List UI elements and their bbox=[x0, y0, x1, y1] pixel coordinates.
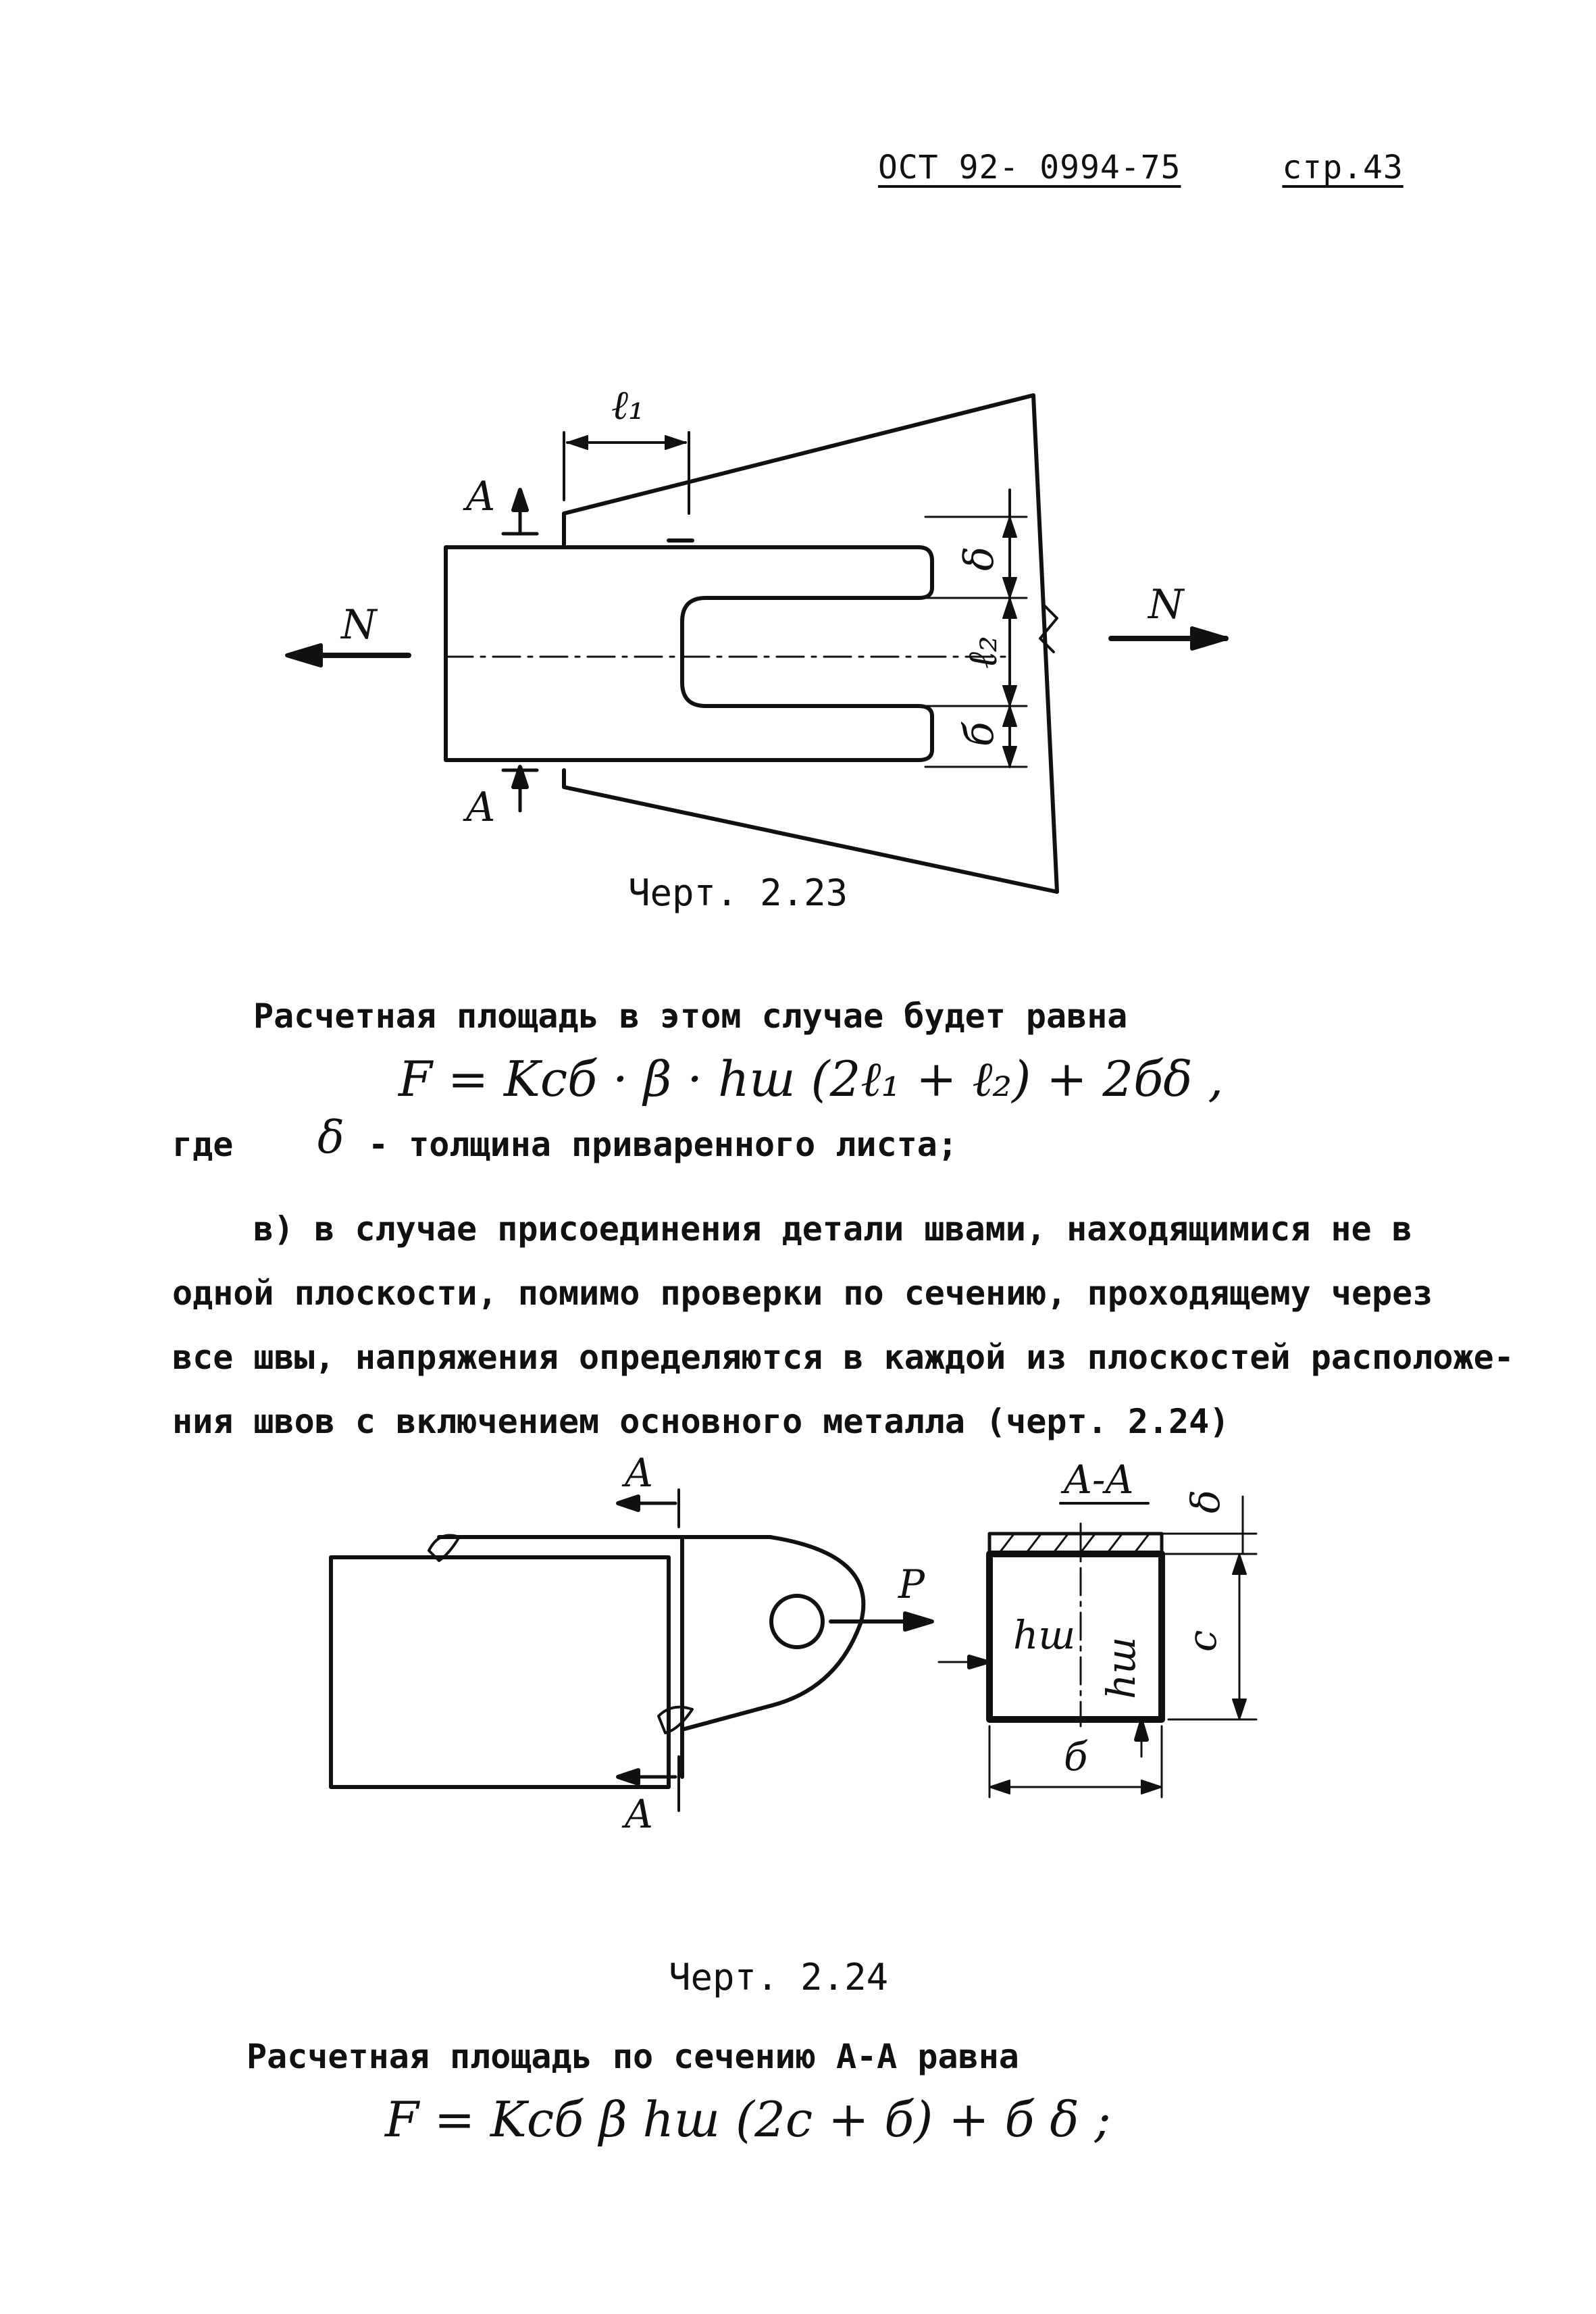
label-delta: δ bbox=[956, 546, 1003, 571]
figure-2-24-caption: Черт. 2.24 bbox=[669, 1956, 889, 1998]
label-a-top: A bbox=[466, 473, 496, 520]
label-l2: ℓ₂ bbox=[959, 635, 1006, 669]
label-l1: ℓ₁ bbox=[611, 382, 645, 429]
page-number: стр.43 bbox=[1282, 149, 1404, 186]
where-definition: - толщина приваренного листа; bbox=[368, 1125, 958, 1164]
where-symbol: δ bbox=[317, 1111, 344, 1163]
section-title: A-A bbox=[1064, 1457, 1134, 1503]
lug-outline bbox=[439, 1537, 682, 1777]
pin-hole bbox=[771, 1596, 823, 1647]
document-code: ОСТ 92- 0994-75 bbox=[878, 149, 1181, 186]
base-plate bbox=[331, 1557, 669, 1787]
label-delta-2: δ bbox=[1183, 1490, 1229, 1513]
label-n-right: N bbox=[1148, 581, 1184, 628]
figure-2-23-caption: Черт. 2.23 bbox=[628, 872, 848, 914]
label-c: c bbox=[1179, 1630, 1225, 1652]
label-a-bottom-2: A bbox=[625, 1791, 653, 1837]
paragraph-1: Расчетная площадь в этом случае будет равна bbox=[253, 997, 1128, 1036]
paragraph-2-line-3: все швы, напряжения определяются в каждой из плоскостей расположе- bbox=[172, 1338, 1514, 1377]
label-n-left: N bbox=[341, 601, 377, 649]
paragraph-2-line-2: одной плоскости, помимо проверки по сечению, проходящему через bbox=[172, 1274, 1433, 1313]
label-p: P bbox=[898, 1561, 925, 1607]
label-hw-vertical: hш bbox=[1098, 1636, 1144, 1699]
formula-1: F = Kсб · β · hш (2ℓ₁ + ℓ₂) + 2бδ , bbox=[398, 1051, 1224, 1107]
paragraph-2-line-1: в) в случае присоединения детали швами, находящимися не в bbox=[253, 1209, 1412, 1249]
paragraph-2-line-4: ния швов с включением основного металла (черт. 2.24) bbox=[172, 1402, 1230, 1441]
where-word: где bbox=[172, 1125, 234, 1164]
label-a-top-2: A bbox=[625, 1450, 653, 1496]
label-b-2: б bbox=[1064, 1734, 1088, 1780]
label-b: б bbox=[956, 722, 1003, 747]
formula-2: F = Kсб β hш (2c + б) + б δ ; bbox=[385, 2091, 1111, 2148]
label-a-bottom: A bbox=[466, 784, 496, 831]
paragraph-3: Расчетная площадь по сечению А-А равна bbox=[247, 2037, 1019, 2076]
label-hw-horizontal: hш bbox=[1013, 1612, 1076, 1658]
